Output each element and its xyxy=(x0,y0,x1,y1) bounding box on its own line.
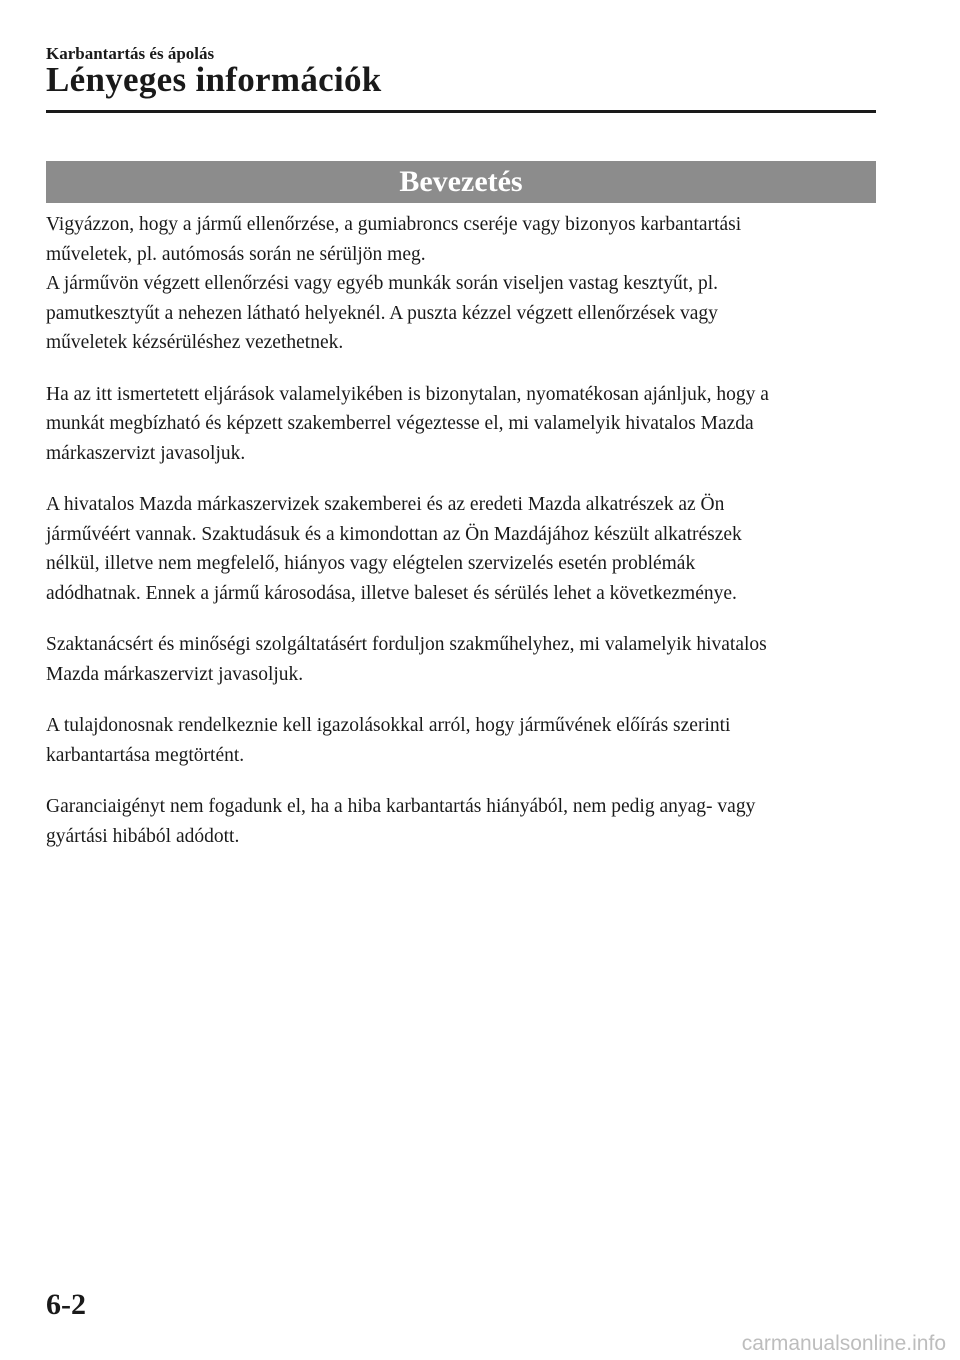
paragraph xyxy=(46,490,886,608)
text-line: adódhatnak. Ennek a jármű károsodása, illetve baleset és sérülés lehet a következménye. xyxy=(46,582,737,604)
text-line: A hivatalos Mazda márkaszervizek szakemberei és az eredeti Mazda alkatrészek az Ön xyxy=(46,494,725,515)
text-line: műveletek kézsérüléshez vezethetnek. xyxy=(46,332,344,353)
text-line: karbantartása megtörtént. xyxy=(46,744,245,766)
title-divider xyxy=(46,110,876,113)
text-line: Mazda márkaszervizt javasoljuk. xyxy=(46,663,304,685)
text-line: márkaszervizt javasoljuk. xyxy=(46,442,246,464)
text-line: gyártási hibából adódott. xyxy=(46,825,240,847)
page-title: Lényeges információk xyxy=(46,60,382,99)
section-banner: Bevezetés xyxy=(46,161,876,203)
text-line: A járművön végzett ellenőrzési vagy egyéb munkák során viseljen vastag kesztyűt, pl. xyxy=(46,273,719,294)
text-line: Vigyázzon, hogy a jármű ellenőrzése, a gumiabroncs cseréje vagy bizonyos karbantartási xyxy=(46,214,742,235)
text-line: Garanciaigényt nem fogadunk el, ha a hiba karbantartás hiányából, nem pedig anyag- vagy xyxy=(46,796,756,817)
paragraph xyxy=(46,380,886,469)
text-line: pamutkesztyűt a nehezen látható helyeknél. A puszta kézzel végzett ellenőrzések vagy xyxy=(46,302,718,324)
chapter-label: Karbantartás és ápolás xyxy=(46,44,215,63)
section-body xyxy=(46,210,886,873)
watermark: carmanualsonline.info xyxy=(741,1332,946,1355)
paragraph xyxy=(46,630,886,689)
text-line: Ha az itt ismertetett eljárások valamelyikében is bizonytalan, nyomatékosan ajánljuk, hogy a xyxy=(46,383,769,405)
paragraph xyxy=(46,792,886,851)
text-line: munkát megbízható és képzett szakemberrel végeztesse el, mi valamelyik hivatalos Mazda xyxy=(46,413,754,434)
text-line: nélkül, illetve nem megfelelő, hiányos vagy elégtelen szervizelés esetén problémák xyxy=(46,553,696,574)
text-line: műveletek, pl. autómosás során ne sérüljön meg. xyxy=(46,243,426,265)
text-line: járművéért vannak. Szaktudásuk és a kimondottan az Ön Mazdájához készült alkatrészek xyxy=(46,523,742,545)
text-line: A tulajdonosnak rendelkeznie kell igazolásokkal arról, hogy járművének előírás szerinti xyxy=(46,715,731,736)
text-line: Szaktanácsért és minőségi szolgáltatásért forduljon szakműhelyhez, mi valamelyik hivatalos xyxy=(46,634,767,655)
paragraph xyxy=(46,711,886,770)
paragraph xyxy=(46,210,886,358)
page-number: 6-2 xyxy=(46,1288,86,1321)
